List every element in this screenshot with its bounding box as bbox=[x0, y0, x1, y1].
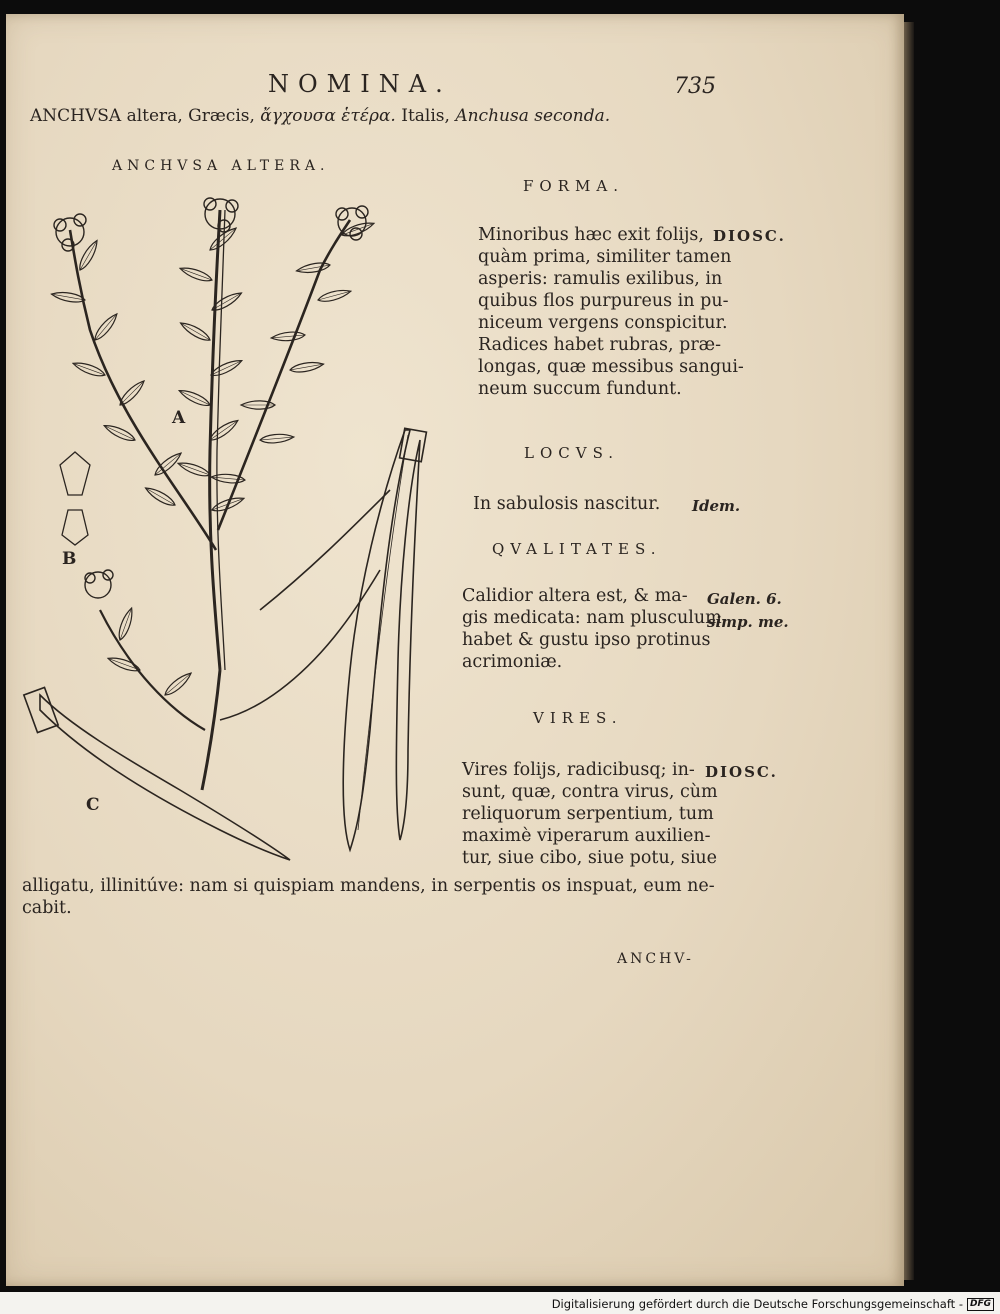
text-line: acrimoniæ. bbox=[462, 652, 563, 672]
margin-note-galen: Galen. 6. bbox=[707, 590, 782, 608]
footer-text: Digitalisierung gefördert durch die Deutsche Forschungsgemeinschaft - bbox=[551, 1297, 963, 1311]
locus-text: In sabulosis nascitur. bbox=[473, 494, 661, 514]
running-head: NOMINA. bbox=[268, 70, 452, 98]
plant-woodcut-illustration bbox=[20, 190, 440, 870]
section-heading-qualitates: QVALITATES. bbox=[492, 540, 662, 558]
nomina-line bbox=[30, 106, 610, 126]
catchword: ANCHV- bbox=[617, 951, 694, 967]
text-line: quàm prima, similiter tamen bbox=[478, 247, 732, 267]
margin-note-diosc: DIOSC. bbox=[713, 227, 786, 245]
nomina-italian: Anchusa seconda. bbox=[455, 106, 611, 126]
text-line: tur, siue cibo, siue potu, siue bbox=[462, 848, 718, 868]
text-line: maximè viperarum auxilien- bbox=[462, 826, 711, 846]
nomina-italis: Italis, bbox=[395, 106, 456, 126]
section-heading-vires: VIRES. bbox=[533, 709, 623, 727]
text-line: alligatu, illinitúve: nam si quispiam mandens, in serpentis os inspuat, eum ne- bbox=[22, 876, 715, 896]
margin-note-diosc-2: DIOSC. bbox=[705, 763, 778, 781]
vires-paragraph bbox=[462, 759, 718, 869]
forma-paragraph bbox=[478, 224, 744, 400]
margin-note-simp: simp. me. bbox=[707, 613, 789, 631]
text-line: Minoribus hæc exit folijs, bbox=[478, 225, 704, 245]
text-line: Vires folijs, radicibusq; in- bbox=[462, 760, 695, 780]
digitization-footer bbox=[552, 1297, 994, 1311]
text-line: asperis: ramulis exilibus, in bbox=[478, 269, 723, 289]
figure-caption: ANCHVSA ALTERA. bbox=[112, 158, 330, 174]
nomina-latin: ANCHVSA altera, Græcis, bbox=[30, 106, 261, 126]
text-line: quibus flos purpureus in pu- bbox=[478, 291, 729, 311]
text-line: neum succum fundunt. bbox=[478, 379, 682, 399]
qualitates-paragraph bbox=[462, 585, 722, 673]
nomina-greek: ἄγχουσα ἑτέρα. bbox=[260, 106, 396, 126]
text-line: sunt, quæ, contra virus, cùm bbox=[462, 782, 718, 802]
vires-full-width-lines bbox=[22, 875, 715, 919]
dfg-logo-icon: DFG bbox=[967, 1298, 994, 1311]
text-line: reliquorum serpentium, tum bbox=[462, 804, 714, 824]
section-heading-forma: FORMA. bbox=[523, 177, 624, 195]
margin-note-idem: Idem. bbox=[692, 497, 741, 515]
text-line: habet & gustu ipso protinus bbox=[462, 630, 711, 650]
page-fore-edge bbox=[904, 22, 914, 1280]
text-line: niceum vergens conspicitur. bbox=[478, 313, 728, 333]
page-number: 735 bbox=[674, 74, 716, 99]
text-line: Calidior altera est, & ma- bbox=[462, 586, 688, 606]
figure-label-b: B bbox=[62, 549, 77, 569]
section-heading-locus: LOCVS. bbox=[524, 444, 620, 462]
figure-label-c: C bbox=[86, 795, 100, 815]
text-line: longas, quæ messibus sangui- bbox=[478, 357, 744, 377]
text-line: Radices habet rubras, præ- bbox=[478, 335, 722, 355]
text-line: cabit. bbox=[22, 898, 72, 918]
figure-label-a: A bbox=[172, 408, 186, 428]
text-line: gis medicata: nam plusculum bbox=[462, 608, 722, 628]
